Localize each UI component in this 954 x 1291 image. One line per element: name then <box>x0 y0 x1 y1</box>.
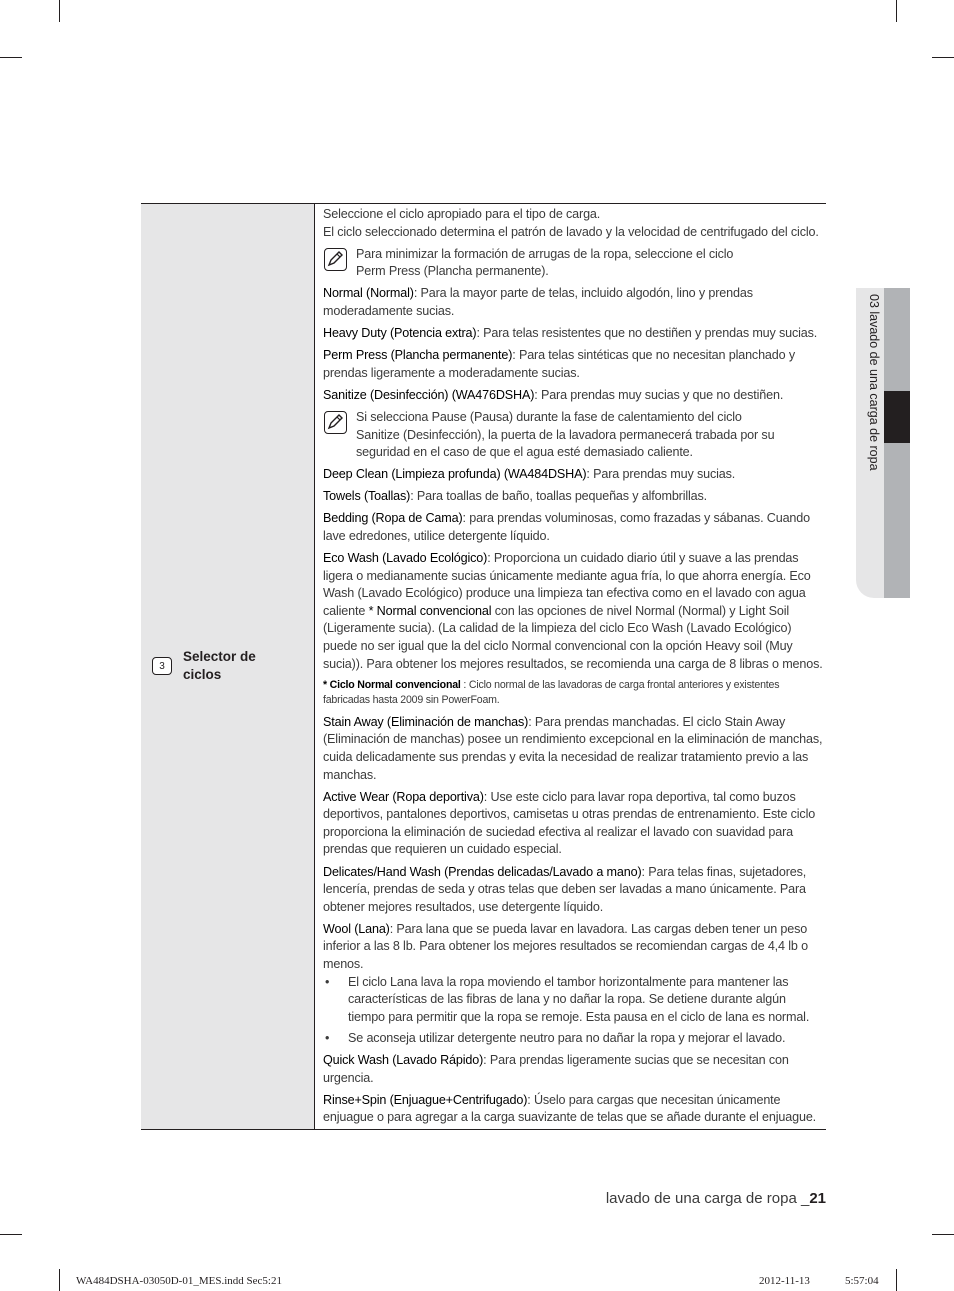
crop-mark <box>932 1234 954 1235</box>
list-item <box>323 974 826 1027</box>
imprint-date: 2012-11-13 <box>759 1275 810 1287</box>
bullet-text: El ciclo Lana lava la ropa moviendo el tambor horizontalmente para mantener las características de las fibras de lana y no dañar la ropa. Se detiene durante algún tiempo para permitir que la ropa se remoje. Esta pausa en el ciclo de lana es normal. <box>348 974 810 1024</box>
cycle-description: : Para lana que se pueda lavar en lavadora. Las cargas deben tener un peso inferior a las 8 lb. Para obtener los mejores resultados se recomiendan cargas de 4,4 lb o menos. <box>323 921 808 971</box>
note-text: Para minimizar la formación de arrugas de la ropa, seleccione el ciclo Perm Press (Plancha permanente). <box>356 246 734 279</box>
cycle-entry <box>323 921 826 974</box>
list-item <box>323 1030 826 1048</box>
footnote-text: : Ciclo normal de las lavadoras de carga frontal anteriores y existentes fabricadas hasta 2009 sin PowerFoam. <box>323 678 780 706</box>
cycle-description: : Para toallas de baño, toallas pequeñas y alfombrillas. <box>410 489 708 504</box>
cycle-entry <box>323 510 826 545</box>
intro-line: El ciclo seleccionado determina el patrón de lavado y la velocidad de centrifugado del ciclo. <box>323 224 819 239</box>
crop-mark <box>932 57 954 58</box>
note-pencil-icon <box>324 248 347 271</box>
cycle-entry <box>323 285 826 320</box>
cycle-description: : Para telas sintéticas que no necesitan planchado y prendas ligeramente a moderadamente sucias. <box>323 348 795 380</box>
cycle-entry <box>323 714 826 784</box>
cycle-entry <box>323 789 826 859</box>
note-text: Si selecciona Pause (Pausa) durante la fase de calentamiento del ciclo Sanitize (Desinfección), la puerta de la lavadora permanecerá trabada por su seguridad en el caso de que el agua esté demasiado caliente. <box>356 409 775 460</box>
cycle-name: Deep Clean (Limpieza profunda) (WA484DSHA) <box>323 467 587 482</box>
chapter-tab-bar <box>884 288 910 598</box>
footnote <box>323 678 826 708</box>
cycle-entry <box>323 1052 826 1087</box>
cycle-entry <box>323 325 826 343</box>
page-footer <box>606 1190 826 1207</box>
cycle-name: Normal (Normal) <box>323 286 414 301</box>
note-pencil-icon <box>324 411 347 434</box>
cycle-name: Rinse+Spin (Enjuague+Centrifugado) <box>323 1092 528 1107</box>
cycle-name: Heavy Duty (Potencia extra) <box>323 326 477 341</box>
crop-mark <box>0 57 22 58</box>
cycle-description: : Para prendas muy sucias y que no destiñen. <box>534 387 784 402</box>
cycle-description: : Para prendas manchadas. El ciclo Stain Away (Eliminación de manchas) posee un rendimiento excepcional en la eliminación de manchas, cuida delicadamente sus prendas y evita la necesidad de realizar tratamiento previo a las manchas. <box>323 714 823 782</box>
cycle-entry <box>323 387 826 405</box>
intro-line: Seleccione el ciclo apropiado para el tipo de carga. <box>323 207 601 221</box>
cycle-description: : Úselo para cargas que necesitan únicamente enjuague o para agregar a la carga suavizante de telas que se añade durante el enjuague. <box>323 1092 817 1125</box>
cycle-description: : Para prendas ligeramente sucias que se necesitan con urgencia. <box>323 1052 789 1085</box>
cycle-description: : Para prendas muy sucias. <box>586 467 736 482</box>
chapter-tab-label: 03 lavado de una carga de ropa <box>867 294 881 471</box>
cycle-name: Perm Press (Plancha permanente) <box>323 348 513 363</box>
crop-mark <box>0 1234 22 1235</box>
bullet: • <box>325 974 330 989</box>
cycle-name: Sanitize (Desinfección) (WA476DSHA) <box>323 387 535 402</box>
bullet-text: Se aconseja utilizar detergente neutro para no dañar la ropa y mejorar el lavado. <box>348 1031 786 1046</box>
cycle-name: Eco Wash (Lavado Ecológico) <box>323 551 488 566</box>
cycle-name: Towels (Toallas) <box>323 489 411 504</box>
note-block <box>323 409 826 462</box>
cycle-description: con las opciones de nivel Normal (Normal) y Light Soil (Ligeramente sucia). (La calidad de la limpieza del ciclo Eco Wash (Lavado Ecológico) puede no ser igual que la del ciclo Normal convencional con la opción Heavy soil (Muy sucia)). Para obtener los mejores resultados, se recomienda una carga de 8 libras o menos. <box>323 603 823 671</box>
cycle-entry <box>323 488 826 506</box>
imprint-file: WA484DSHA-03050D-01_MES.indd Sec5:21 <box>76 1275 282 1287</box>
crop-mark <box>59 1269 60 1291</box>
imprint-time: 5:57:04 <box>845 1275 879 1287</box>
cycle-name: Delicates/Hand Wash (Prendas delicadas/Lavado a mano) <box>323 864 642 879</box>
cycle-entry-eco <box>323 550 826 673</box>
cycle-name: Wool (Lana) <box>323 921 390 936</box>
cycle-entry <box>323 864 826 917</box>
cycle-selector-table <box>141 203 826 1130</box>
cycle-entry <box>323 347 826 382</box>
cycle-entry <box>323 1092 826 1127</box>
cycle-description: : para prendas voluminosas, como frazadas y sábanas. Cuando lave edredones, utilice detergente líquido. <box>323 511 810 543</box>
cycle-description: : Para telas resistentes que no destiñen y prendas muy sucias. <box>476 326 818 341</box>
page-number: 21 <box>809 1190 826 1207</box>
crop-mark <box>59 0 60 22</box>
footer-section-title: lavado de una carga de ropa _ <box>605 1190 810 1207</box>
wool-bullet-list <box>323 974 826 1048</box>
cycle-description: : Para la mayor parte de telas, incluido algodón, lino y prendas moderadamente sucias. <box>323 286 753 318</box>
cycle-description: : Para telas finas, sujetadores, lencería, prendas de seda y otras telas que deben ser lavadas a mano únicamente. Para obtener mejores resultados, use detergente líquido. <box>323 864 807 914</box>
cycle-description: : Proporciona un cuidado diario útil y suave a las prendas ligera o medianamente sucias únicamente mediante agua fría, lo que ahorra energía. Eco Wash (Lavado Ecológico) produce una limpieza tan efectiva como en el lavado con agua caliente <box>323 551 811 618</box>
crop-mark <box>896 1269 897 1291</box>
cycle-entry <box>323 466 826 484</box>
chapter-tab-marker <box>884 391 910 443</box>
description-cell <box>315 204 827 1130</box>
cycle-name: Stain Away (Eliminación de manchas) <box>323 714 529 729</box>
bullet: • <box>325 1031 330 1046</box>
footnote-reference: * Normal convencional <box>368 603 492 618</box>
chapter-side-tab <box>856 288 910 598</box>
cycle-description: : Use este ciclo para lavar ropa deportiva, tal como buzos deportivos, pantalones deportivos, camisetas u otras prendas de entrenamiento. Este ciclo proporciona la eliminación de suciedad efectiva al realizar el lavado con suavidad para prendas que requieren un cuidado especial. <box>323 789 816 857</box>
cycle-name: Bedding (Ropa de Cama) <box>323 511 463 526</box>
footnote-term: * Ciclo Normal convencional <box>323 678 461 691</box>
feature-number-badge: 3 <box>152 657 172 675</box>
note-block <box>323 246 826 281</box>
feature-cell <box>141 204 315 1130</box>
feature-label: Selector de ciclos <box>183 649 256 683</box>
crop-mark <box>896 0 897 22</box>
cycle-name: Quick Wash (Lavado Rápido) <box>323 1052 484 1067</box>
cycle-name: Active Wear (Ropa deportiva) <box>323 789 484 804</box>
